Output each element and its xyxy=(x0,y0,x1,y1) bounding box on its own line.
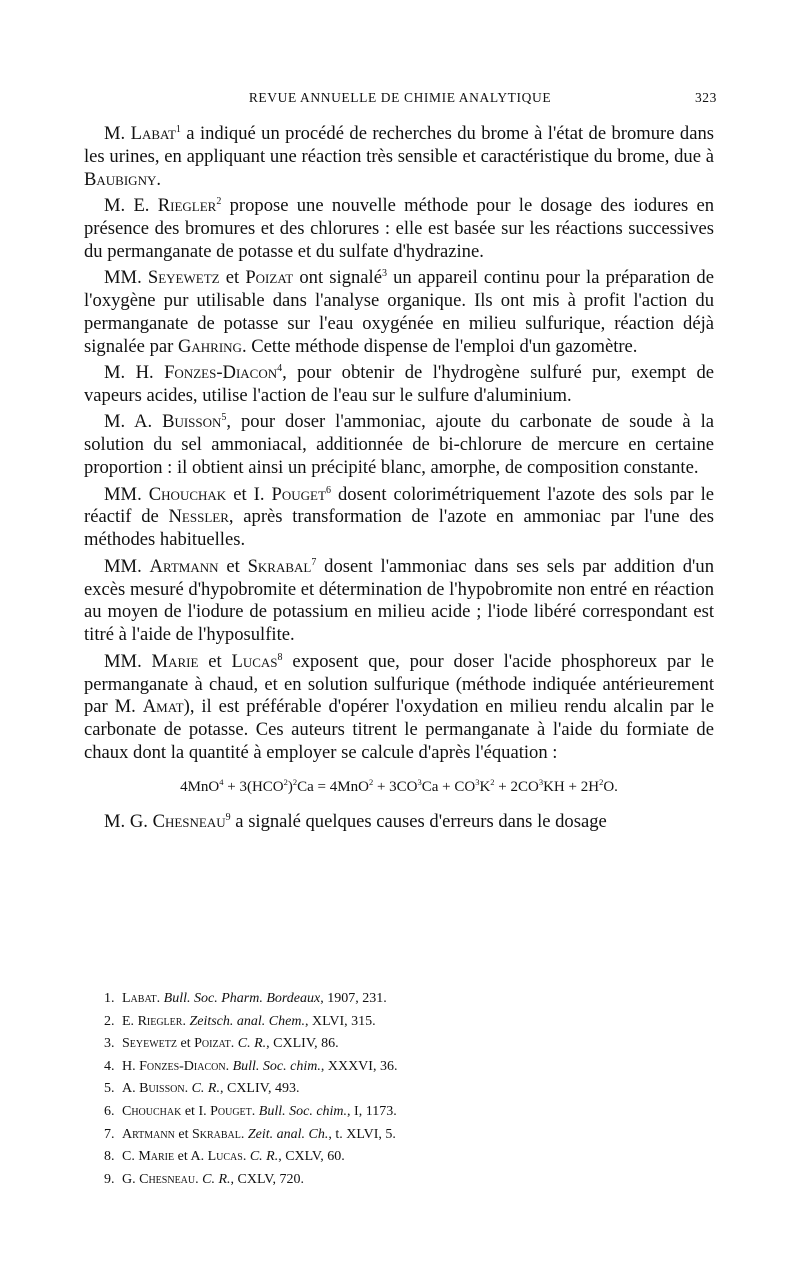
footnote-author-2: Lucas xyxy=(207,1149,243,1165)
footnote-ref: 2 xyxy=(216,196,222,208)
footnote-source: C. R. xyxy=(191,1081,220,1097)
paragraph-marie-lucas xyxy=(84,651,714,766)
author-name: Riegler xyxy=(157,195,217,217)
paragraph-labat xyxy=(84,123,714,192)
author-name-2: Skrabal xyxy=(247,555,312,577)
footnote-source: Bull. Soc. chim. xyxy=(232,1058,321,1074)
footnote-source: Bull. Soc. chim. xyxy=(258,1103,348,1119)
footnote-number: 3. xyxy=(104,1036,115,1052)
author-name-2: Poizat xyxy=(245,267,294,289)
footnote-connector: et I. xyxy=(181,1103,211,1119)
footnote-number: 7. xyxy=(104,1126,115,1142)
footnote-source: Zeitsch. anal. Chem. xyxy=(189,1013,305,1029)
footnote-initial: C. xyxy=(122,1149,139,1165)
footnote: 4. H. Fonzes-Diacon. Bull. Soc. chim., XXXVI, 36. xyxy=(104,1056,704,1079)
paragraph-text: exposent que, pour doser l'acide phosphoreux par le permanganate à chaud, et en solution sulfurique (méthode indiquée antérieurement par M. xyxy=(84,650,714,718)
paragraph-tail: , après transformation de l'azote en ammoniac par l'une des méthodes habituelles. xyxy=(84,506,714,551)
footnote-initial: G. xyxy=(122,1171,140,1187)
footnote: 2. E. Riegler. Zeitsch. anal. Chem., XLVI, 315. xyxy=(104,1011,704,1034)
footnote-ref-details: , CXLIV, 493. xyxy=(219,1081,300,1097)
connector: et I. xyxy=(226,483,272,505)
chemical-equation: $4MnO^4 + 3(HCO^2)^2Ca = 4MnO^2 + 3CO^3Ca + CO^3K^2 + 2CO^3KH + 2H^2O$. xyxy=(180,777,618,796)
paragraph-text: a indiqué un procédé de recherches du brome à l'état de bromure dans les urines, en appliquant une réaction très sensible et caractéristique du brome, due à xyxy=(84,123,714,167)
footnote-initial: A. xyxy=(122,1081,140,1097)
footnote-connector: et xyxy=(177,1036,195,1052)
footnote-ref: 5 xyxy=(221,412,227,424)
footnote-ref-details: , CXLIV, 86. xyxy=(266,1036,339,1052)
paragraph-riegler xyxy=(84,195,714,264)
footnote-source: Zeit. anal. Ch. xyxy=(247,1126,329,1142)
footnote: 3. Seyewetz et Poizat. C. R., CXLIV, 86. xyxy=(104,1033,704,1056)
paragraph-text: , pour obtenir de l'hydrogène sulfuré pur, exempt de vapeurs acides, utilise l'action de l'eau sur le sulfure d'aluminium. xyxy=(84,362,714,407)
footnote-number: 2. xyxy=(104,1013,115,1029)
footnote-author-2: Poizat xyxy=(194,1036,231,1052)
footnote-author: Fonzes-Diacon xyxy=(139,1058,226,1074)
paragraph-text: , pour doser l'ammoniac, ajoute du carbonate de soude à la solution du sel ammoniacal, additionnée de bi-chlorure de mercure en certaine proportion : il obtient ainsi un précipité blanc, amorphe, de composition constante. xyxy=(84,411,715,479)
footnote-ref: 9 xyxy=(225,812,231,824)
paragraph-tail: . Cette méthode dispense de l'emploi d'un gazomètre. xyxy=(241,335,638,357)
paragraph-text: dosent l'ammoniac dans ses sels par addition d'un excès mesuré d'hypobromite et détermination de l'hypobromite non entré en réaction au moyen de l'iodure de potassium en milieu acide ; l'iode libéré correspondant est titré à l'aide de l'hyposulfite. xyxy=(84,555,714,646)
cited-name: Gahring xyxy=(177,335,242,357)
footnote-connector: et A. xyxy=(174,1149,208,1165)
footnote-ref-details: , CXLV, 60. xyxy=(278,1149,345,1165)
author-name: Marie xyxy=(151,650,199,672)
footnote-author: Artmann xyxy=(122,1126,175,1142)
paragraph-fonzes-diacon xyxy=(84,362,714,408)
paragraph-tail: ), il est préférable d'opérer l'oxydation en milieu rendu alcalin par le carbonate de potasse. Ces auteurs titrent le permanganate à l'aide du formiate de chaux dont la quantité à employer se calcule d'après l'équation : xyxy=(84,696,714,764)
connector-2: ont signalé xyxy=(293,267,382,289)
footnote-ref: 1 xyxy=(175,124,181,135)
footnote-author: Chesneau xyxy=(139,1171,196,1187)
footnote-source: Bull. Soc. Pharm. Bordeaux xyxy=(163,991,321,1006)
footnote-ref-details: , I, 1173. xyxy=(347,1103,397,1119)
footnote-number: 8. xyxy=(104,1149,115,1165)
footnote-author: Labat xyxy=(122,991,157,1006)
lead: MM. xyxy=(104,267,148,289)
footnote-author: Riegler xyxy=(137,1013,183,1029)
lead: M. A. xyxy=(104,411,163,433)
footnote-author: Marie xyxy=(138,1149,175,1165)
lead: M. E. xyxy=(104,195,158,217)
author-name: Artmann xyxy=(149,555,219,577)
paragraph-chesneau xyxy=(84,811,714,834)
footnote-author: Buisson xyxy=(139,1081,185,1097)
footnote-ref-details: , t. XLVI, 5. xyxy=(328,1126,396,1142)
lead: M. xyxy=(104,123,131,144)
paragraph-text: dosent colorimétriquement l'azote des sols par le réactif de xyxy=(84,483,714,528)
footnote-ref-details: , XLVI, 315. xyxy=(304,1013,376,1029)
author-name: Buisson xyxy=(162,411,222,433)
footnote: 7. Artmann et Skrabal. Zeit. anal. Ch., t. XLVI, 5. xyxy=(104,1124,704,1147)
connector: et xyxy=(198,650,232,672)
footnote-number: 5. xyxy=(104,1081,115,1097)
cited-name: Baubigny xyxy=(84,168,157,190)
paragraph-seyewetz-poizat xyxy=(84,267,714,359)
footnote-ref: 3 xyxy=(381,268,387,280)
footnote-source: C. R. xyxy=(249,1149,279,1165)
running-title: REVUE ANNUELLE DE CHIMIE ANALYTIQUE xyxy=(248,90,552,105)
footnote-ref: 7 xyxy=(311,556,317,568)
paragraph-text: un appareil continu pour la préparation de l'oxygène pur utilisable dans l'analyse organique. Ils ont mis à profit l'action du permanganate de potasse sur l'eau oxygénée en milieu sulfurique, réaction déjà signalée par xyxy=(84,267,714,357)
cited-name: Nessler xyxy=(168,506,229,528)
paragraph-text: propose une nouvelle méthode pour le dosage des iodures en présence des bromures et des chlorures : elle est basée sur les réactions successives du permanganate de potasse et du sulfate d'hydrazine. xyxy=(84,195,714,262)
lead: M. G. xyxy=(104,811,153,833)
author-name-2: Lucas xyxy=(231,650,278,672)
footnote-ref: 6 xyxy=(325,484,331,496)
footnote: 6. Chouchak et I. Pouget. Bull. Soc. chim., I, 1173. xyxy=(104,1101,704,1124)
footnote: 9. G. Chesneau. C. R., CXLV, 720. xyxy=(104,1169,704,1192)
cited-name: Amat xyxy=(142,696,184,718)
author-name: Chouchak xyxy=(148,483,227,505)
footnote-source: C. R. xyxy=(202,1171,231,1187)
footnote-author-2: Pouget xyxy=(210,1103,252,1119)
footnote: 1. Labat. Bull. Soc. Pharm. Bordeaux, 1907, 231. xyxy=(104,988,704,1011)
running-header xyxy=(80,86,720,110)
footnote-number: 9. xyxy=(104,1171,115,1187)
footnote: 8. C. Marie et A. Lucas. C. R., CXLV, 60. xyxy=(104,1146,704,1169)
footnote-ref-details: , 1907, 231. xyxy=(320,991,387,1006)
author-name: Seyewetz xyxy=(147,267,220,289)
author-name: Labat xyxy=(130,123,176,144)
connector: et xyxy=(219,267,246,289)
lead: MM. xyxy=(104,483,149,505)
lead: M. H. xyxy=(104,362,165,384)
paragraph-tail: . xyxy=(156,168,161,190)
footnotes xyxy=(104,988,704,1191)
footnote-author: Seyewetz xyxy=(122,1036,177,1052)
footnote-ref: 8 xyxy=(277,651,283,663)
paragraph-text: a signalé quelques causes d'erreurs dans le dosage xyxy=(230,811,607,833)
footnote-ref-details: , CXLV, 720. xyxy=(230,1171,305,1187)
footnote-initial: H. xyxy=(122,1058,140,1074)
footnote-number: 4. xyxy=(104,1058,115,1074)
footnote-number: 6. xyxy=(104,1103,115,1119)
author-name: Fonzes-Diacon xyxy=(164,362,278,384)
paragraph-buisson xyxy=(84,411,714,480)
footnote-source: C. R. xyxy=(237,1036,267,1052)
page-number: 323 xyxy=(694,90,717,105)
footnote-connector: et xyxy=(174,1126,192,1142)
author-name-2: Pouget xyxy=(271,483,326,505)
footnote-ref: 4 xyxy=(277,363,283,375)
paragraph-chouchak-pouget xyxy=(84,484,714,553)
footnote-author-2: Skrabal xyxy=(191,1126,241,1142)
lead: MM. xyxy=(104,555,150,577)
footnote-number: 1. xyxy=(104,991,115,1006)
main-text xyxy=(84,123,714,837)
footnote: 5. A. Buisson. C. R., CXLIV, 493. xyxy=(104,1078,704,1101)
author-name: Chesneau xyxy=(152,811,226,833)
footnote-author: Chouchak xyxy=(122,1103,182,1119)
connector: et xyxy=(218,555,248,577)
footnote-initial: E. xyxy=(122,1013,138,1029)
lead: MM. xyxy=(104,650,152,672)
footnote-ref-details: , XXXVI, 36. xyxy=(320,1058,398,1074)
paragraph-artmann-skrabal xyxy=(84,556,714,648)
